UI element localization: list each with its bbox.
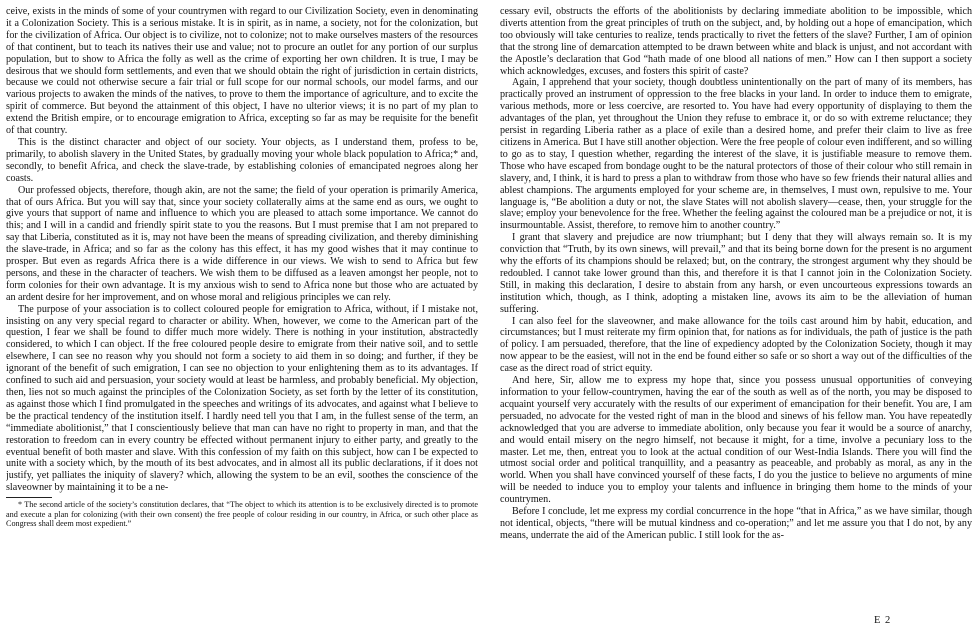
left-paragraph-1: ceive, exists in the minds of some of your countrymen with regard to our Civilization Society, even in denominating it a Colonization Society. This is a serious mistake. It is in spirit, as in name, a society, not for the colonization, but for the civilization of Africa. Our object is to civilize, not to colonize; not to make ourselves masters of the resources of that continent, but to teach its natives their use and value; not to procure an outlet for any portion of our surplus population, but to show to Africa the folly as well as the crime of exporting her own children. It is true, I may be desirous that we should form settlements, and even that we should obtain the right of jurisdiction in certain districts, because we could not otherwise secure a fair trial or full scope for our normal schools, our model farms, and our various projects to awaken the minds of the natives, to prove to them the importance of agriculture, and to excite the spirit of commerce. But beyond the attainment of this object, I have no ulterior views; it is no part of my plan to extend the British empire, or to encourage emigration to Africa, excepting so far as may be requisite for the benefit of that country. — [6, 6, 478, 137]
left-paragraph-4: The purpose of your association is to collect coloured people for emigration to Africa, without, if I mistake not, insisting on any very special regard to character or ability. When, however, we come to the American part of the question, I fear we shall be found to differ much more widely. There is nothing in your institution, abstractedly considered, to which I can object. If the free coloured people desire to emigrate from their native soil, and to settle elsewhere, I can see no reason why you should not form a society to aid them in so doing; and further, if they be ignorant of the benefit of such emigration, I can see no objection to your enlightening them as to its advantages. If confined to such aid and persuasion, your society would at least be harmless, and probably beneficial. My objection, then, lies not so much against the principles of the Colonization Society, as set forth by the letter of its constitution, as against those which I find promulgated in the speeches and writings of its advocates, and against what I believe to be the practical tendency of the institution itself. I hardly need tell you that I am, in the fullest sense of the term, an “immediate abolitionist,” that I conscientiously believe that man can have no right to property in man, and that the restoration to freedom can in every country be effected without permanent injury to either party, and greatly to the eventual benefit of both master and slave. With this confession of my faith on this subject, how can I be expected to unite with a society which, by the mouth of its best advocates, and in almost all its public declarations, if it does not justify, yet palliates the iniquity of slavery? which, allowing the system to be an evil, soothes the conscience of the slaveowner by maintaining it to be a ne- — [6, 303, 478, 494]
right-paragraph-4: I can also feel for the slaveowner, and make allowance for the toils cast around him by habit, education, and circumstances; but I must reiterate my firm opinion that, for nations as for individuals, the path of justice is the path of policy. I am persuaded, therefore, that the line of expediency adopted by the Colonization Society, though it may now appear to be the easiest, will not in the end be found either so safe or so short a way out of the difficulties of the case as the direct road of strict equity. — [500, 315, 972, 375]
left-paragraph-3: Our professed objects, therefore, though akin, are not the same; the field of your operation is primarily America, that of ours Africa. But you will say that, since your society collaterally aims at the same end as ours, we ought to give yours that support of name and influence to which you are pleased to attach some importance. We cannot do this; and I will in a candid and friendly spirit state to you the reasons. But I must premise that I am not prepared to say that Liberia, constituted as it is, may not have been the means of spreading civilization, and thereby diminishing the slave-trade, in Africa; and so far as the colony has this effect, it has my good wishes that it may continue to prosper. But even as regards Africa there is a wide difference in our views. We wish to send to Africa but few persons, and these in the character of teachers. We wish them to be diffused as a leaven amongst her people, not to form colonies for their own advantage. It is my anxious wish to send to Africa none but those who are actuated by an ardent desire for her improvement, and on whose moral and religious principles we can rely. — [6, 184, 478, 303]
right-paragraph-5: And here, Sir, allow me to express my hope that, since you possess unusual opportunities of conveying information to your fellow-countrymen, having the ear of the south as well as of the north, you may be disposed to acquaint yourself very accurately with the results of our experiment of emancipation for their benefit. You are, I am persuaded, no advocate for the vested right of man in the blood and sinews of his fellow man. You have repeatedly acknowledged that you are adverse to immediate abolition, only because you fear it would be a source of anarchy, and would entail misery on the negro himself, not because it might, for a time, involve a pecuniary loss to the master. Let me, then, entreat you to look at the actual condition of our West-India Islands. There you will find the utmost social order and political tranquillity, and a peasantry as peaceable, and probably as moral, as any in the world. When you shall have convinced yourself of these facts, I do you the justice to believe no arguments of mine will be needed to induce you to employ your talents and influence in bringing them home to the minds of your countrymen. — [500, 375, 972, 506]
left-text-column — [6, 6, 478, 634]
footnote-rule — [6, 497, 52, 498]
right-paragraph-3: I grant that slavery and prejudice are now triumphant; but I deny that they will always remain so. It is my conviction that “Truth, by its own sinews, will prevail,” and that its being borne down for the present is no argument why the efforts of its champions should be relaxed; but, on the contrary, the strongest argument why they should be redoubled. I cannot take lower ground than this, and therefore it is that I cannot join in the Colonization Society. Still, in making this declaration, I desire to abstain from any harsh, or even uncourteous expressions towards an institution which, though, as I think, adopting a mistaken line, avows its aim to be the alleviation of human suffering. — [500, 232, 972, 315]
footnote: * The second article of the society’s constitution declares, that “The object to which its attention is to be exclusively directed is to promote and execute a plan for colonizing (with their own consent) the free people of colour residing in our country, in Africa, or such other place as Congress shall deem most expedient.” — [6, 500, 478, 528]
right-text-column — [500, 6, 972, 608]
right-paragraph-1: cessary evil, obstructs the efforts of the abolitionists by declaring immediate abolition to be impossible, which diverts attention from the great principles of truth on the subject, and, by holding out a hope of emancipation, which too obviously will take centuries to realize, tends practically to rivet the fetters of the slave? Further, I am of opinion that the strong line of demarcation attempted to be drawn between white and black is unjust, and not accordant with the Apostle’s declaration that God “hath made of one blood all nations of men.” How can I then support a society which acknowledges, excuses, and fosters this spirit of caste? — [500, 6, 972, 77]
right-paragraph-6: Before I conclude, let me express my cordial concurrence in the hope “that in Africa,” as we have similar, though not identical, objects, “there will be mutual kindness and co-operation;” and let me assure you that I do not, by any means, underrate the aid of the American public. I still look for the as- — [500, 506, 972, 541]
left-paragraph-2: This is the distinct character and object of our society. Your objects, as I understand them, profess to be, primarily, to abolish slavery in the United States, by gradually moving your whole black population to Africa;* and, secondly, to benefit Africa, and check the slave-trade, by establishing colonies of emancipated negroes along her coasts. — [6, 136, 478, 184]
signature-mark: E 2 — [874, 615, 892, 626]
right-paragraph-2: Again, I apprehend that your society, though doubtless unintentionally on the part of many of its members, has practically proved an instrument of oppression to the free blacks in your land. In order to induce them to emigrate, various methods, more or less coercive, are resorted to. You have had every opportunity of displaying to them the advantages of the plan, yet throughout the Union they refuse to embrace it, or do so with extreme reluctance; they persist in regarding Liberia rather as a place of exile than a desired home, and prefer their claim to live as free citizens in America. But I have still another objection. Were the free people of colour even indifferent, and so willing to go as to stay, I question whether, regarding the interest of the slave, it is justifiable measure to remove them. Those who have escaped from bondage ought to be the natural protectors of those of their colour who still remain in slavery, and, I think, it is hard to press a plan to withdraw from those who have so few friends their natural allies and ablest champions. The arguments employed for your scheme are, in themselves, I must own, repulsive to me. Your language is, “Be abolition a duty or not, the slave States will not abolish slavery—cease, then, your struggle for the slave; employ your benevolence for the free. Whether the feeling against the coloured man be a prejudice or not, it is insurmountable. Assist, therefore, to remove him to another country.” — [500, 77, 972, 232]
